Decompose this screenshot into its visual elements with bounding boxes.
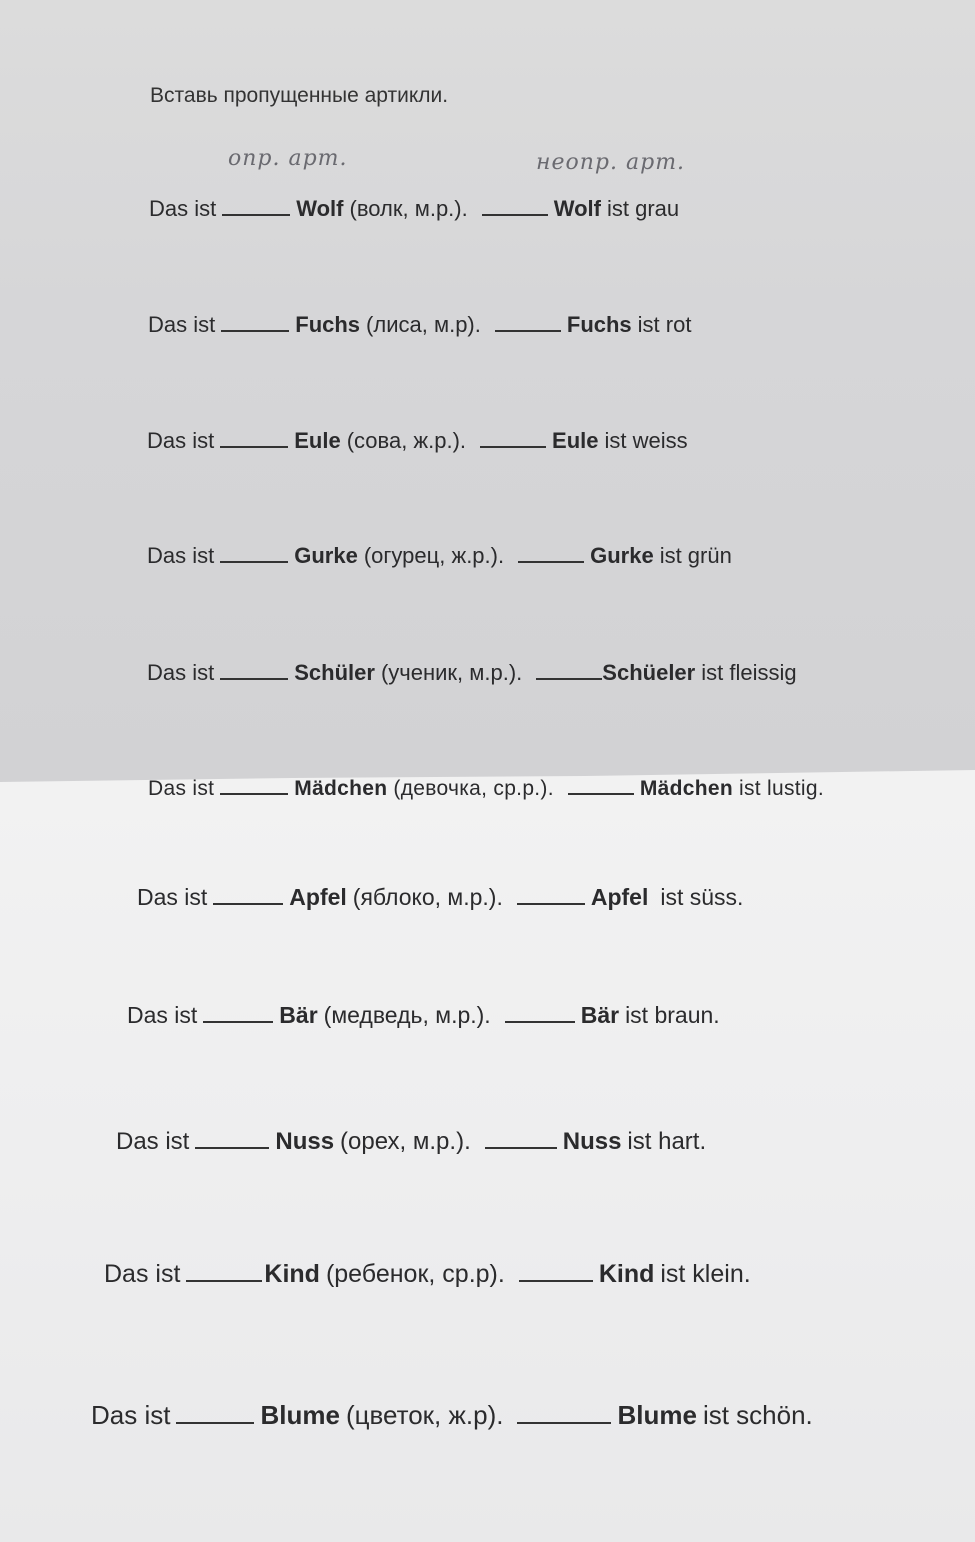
noun-repeat: Schüeler	[602, 660, 696, 685]
predicate: ist rot	[637, 312, 692, 337]
exercise-row	[147, 428, 688, 454]
row-prefix: Das ist	[116, 1128, 190, 1155]
row-prefix: Das ist	[137, 884, 208, 910]
handwritten-definite-note: опр. арт.	[228, 146, 348, 171]
translation: (ученик, м.р.).	[380, 660, 523, 685]
article-blank-indefinite[interactable]	[480, 445, 546, 448]
noun-repeat: Gurke	[590, 543, 654, 568]
row-prefix: Das ist	[148, 312, 216, 337]
translation: (огурец, ж.р.).	[363, 543, 505, 568]
row-prefix: Das ist	[149, 196, 217, 221]
noun: Apfel	[289, 884, 347, 910]
noun: Nuss	[275, 1128, 335, 1155]
article-blank-indefinite[interactable]	[505, 1020, 575, 1023]
exercise-row	[116, 1128, 706, 1156]
noun: Fuchs	[295, 312, 361, 337]
row-prefix: Das ist	[148, 777, 215, 800]
translation: (лиса, м.р).	[366, 312, 481, 337]
row-prefix: Das ist	[147, 660, 215, 685]
predicate: ist lustig.	[739, 777, 824, 800]
article-blank-indefinite[interactable]	[495, 329, 561, 332]
predicate: ist braun.	[625, 1002, 720, 1028]
noun-repeat: Apfel	[590, 884, 649, 910]
predicate: ist weiss	[604, 428, 688, 453]
article-blank-definite[interactable]	[222, 213, 290, 216]
noun: Schüler	[294, 660, 375, 685]
noun: Kind	[264, 1260, 320, 1288]
row-prefix: Das ist	[127, 1002, 198, 1028]
translation: (цветок, ж.р).	[345, 1400, 504, 1430]
row-prefix: Das ist	[147, 428, 215, 453]
noun-repeat: Blume	[617, 1400, 697, 1430]
row-prefix: Das ist	[147, 543, 215, 568]
translation: (орех, м.р.).	[340, 1128, 471, 1155]
noun-repeat: Wolf	[553, 196, 601, 221]
exercise-title: Вставь пропущенные артикли.	[150, 84, 449, 107]
article-blank-definite[interactable]	[220, 677, 288, 680]
article-blank-definite[interactable]	[203, 1020, 273, 1023]
exercise-row	[91, 1400, 813, 1431]
article-blank-indefinite[interactable]	[517, 1421, 611, 1424]
predicate: ist grün	[659, 543, 732, 568]
exercise-row	[149, 196, 679, 222]
translation: (девочка, ср.р.).	[393, 777, 554, 800]
noun: Bär	[279, 1002, 318, 1028]
exercise-row	[137, 884, 743, 911]
article-blank-definite[interactable]	[220, 792, 288, 795]
article-blank-definite[interactable]	[220, 445, 288, 448]
predicate: ist fleissig	[701, 660, 797, 685]
noun-repeat: Nuss	[562, 1128, 622, 1155]
noun: Wolf	[296, 196, 344, 221]
article-blank-definite[interactable]	[220, 560, 288, 563]
article-blank-definite[interactable]	[195, 1146, 269, 1149]
handwritten-indefinite-note: неопр. арт.	[536, 150, 686, 175]
article-blank-definite[interactable]	[186, 1279, 262, 1282]
exercise-row	[148, 312, 691, 338]
predicate: ist hart.	[627, 1128, 707, 1155]
predicate: ist schön.	[702, 1400, 813, 1430]
predicate: ist klein.	[660, 1260, 751, 1288]
noun: Eule	[294, 428, 341, 453]
article-blank-indefinite[interactable]	[519, 1279, 593, 1282]
article-blank-indefinite[interactable]	[518, 560, 584, 563]
noun: Blume	[260, 1400, 340, 1430]
translation: (ребенок, ср.р).	[325, 1260, 505, 1288]
predicate: ist süss.	[660, 884, 744, 910]
noun-repeat: Kind	[598, 1260, 655, 1288]
noun-repeat: Bär	[580, 1002, 620, 1028]
noun: Gurke	[294, 543, 358, 568]
noun-repeat: Mädchen	[639, 777, 733, 800]
noun: Mädchen	[294, 777, 388, 800]
exercise-row	[147, 660, 797, 686]
exercise-row	[127, 1002, 720, 1029]
article-blank-definite[interactable]	[176, 1421, 254, 1424]
predicate: ist grau	[606, 196, 680, 221]
row-prefix: Das ist	[91, 1400, 171, 1430]
translation: (яблоко, м.р.).	[352, 884, 503, 910]
article-blank-indefinite[interactable]	[536, 677, 602, 680]
exercise-row	[148, 777, 824, 801]
article-blank-indefinite[interactable]	[485, 1146, 557, 1149]
row-prefix: Das ist	[104, 1260, 181, 1288]
exercise-row	[104, 1260, 751, 1289]
translation: (сова, ж.р.).	[346, 428, 467, 453]
article-blank-indefinite[interactable]	[482, 213, 548, 216]
article-blank-definite[interactable]	[221, 329, 289, 332]
translation: (медведь, м.р.).	[323, 1002, 491, 1028]
exercise-row	[147, 543, 732, 569]
article-blank-indefinite[interactable]	[568, 792, 634, 795]
translation: (волк, м.р.).	[349, 196, 468, 221]
article-blank-definite[interactable]	[213, 902, 283, 905]
article-blank-indefinite[interactable]	[517, 902, 585, 905]
noun-repeat: Eule	[552, 428, 599, 453]
noun-repeat: Fuchs	[566, 312, 632, 337]
